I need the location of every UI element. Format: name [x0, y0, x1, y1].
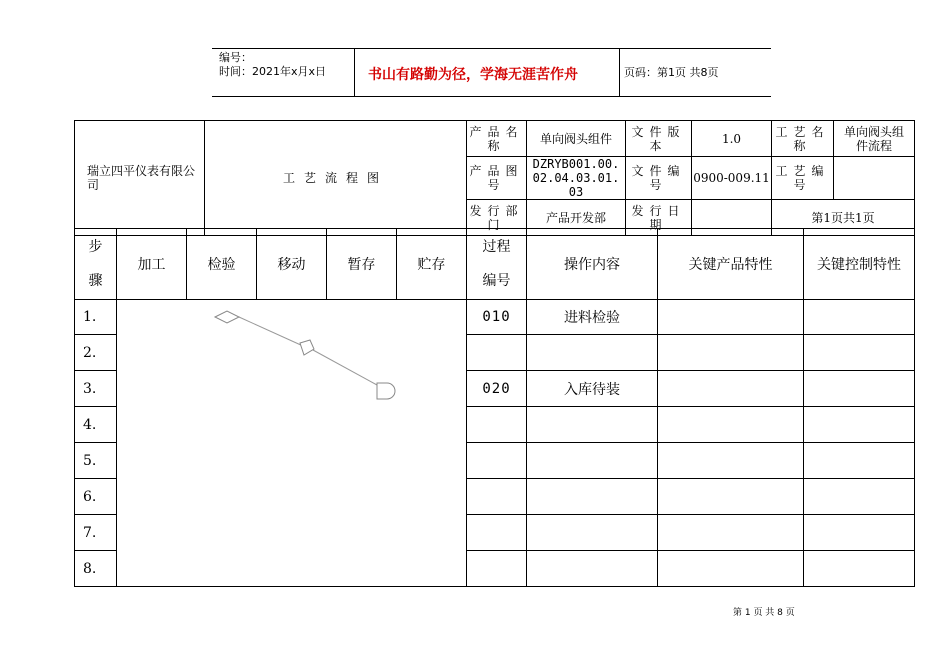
header-divider-1 — [354, 48, 355, 96]
flow-connector-2 — [313, 350, 377, 385]
process-code — [467, 407, 527, 443]
process-code — [467, 443, 527, 479]
header-top-rule — [212, 48, 771, 49]
product-char-cell — [658, 371, 804, 407]
control-char-cell — [804, 551, 915, 587]
product-char-cell — [658, 515, 804, 551]
file-version: 1.0 — [692, 121, 772, 157]
document-title: 工艺流程图 — [205, 121, 467, 236]
col-step: 步骤 — [75, 229, 117, 300]
process-code: 010 — [467, 300, 527, 335]
product-name-label: 产品名称 — [467, 121, 527, 157]
product-char-cell — [658, 443, 804, 479]
product-char-cell — [658, 300, 804, 335]
operation-text — [527, 479, 658, 515]
process-name: 单向阀头组件流程 — [834, 121, 915, 157]
process-name-label: 工艺名称 — [772, 121, 834, 157]
page-info: 第1页共1页 — [772, 200, 915, 236]
operation-text: 入库待装 — [527, 371, 658, 407]
control-char-cell — [804, 479, 915, 515]
col-op-inspect: 检验 — [187, 229, 257, 300]
product-char-cell — [658, 551, 804, 587]
issue-date-label: 发行日期 — [626, 200, 692, 236]
control-char-cell — [804, 300, 915, 335]
operation-text: 进料检验 — [527, 300, 658, 335]
dept-label: 发行部门 — [467, 200, 527, 236]
product-char-cell — [658, 407, 804, 443]
col-op-store: 贮存 — [397, 229, 467, 300]
control-char-cell — [804, 443, 915, 479]
step-number: 1. — [75, 300, 117, 335]
process-code — [467, 515, 527, 551]
product-name: 单向阀头组件 — [527, 121, 626, 157]
flow-diagram — [117, 299, 466, 585]
company-name: 瑞立四平仪表有限公司 — [75, 121, 205, 236]
step-number: 8. — [75, 551, 117, 587]
page-footer: 第 1 页 共 8 页 — [733, 608, 795, 618]
step-number: 7. — [75, 515, 117, 551]
process-code — [467, 479, 527, 515]
storage-d-icon — [377, 383, 395, 399]
operation-text — [527, 515, 658, 551]
drawing-no-label: 产品图号 — [467, 157, 527, 200]
control-char-cell — [804, 335, 915, 371]
header-divider-2 — [619, 48, 620, 96]
operation-text — [527, 443, 658, 479]
file-no-label: 文件编号 — [626, 157, 692, 200]
process-no-label: 工艺编号 — [772, 157, 834, 200]
doc-time: 时间：2021年x月x日 — [219, 65, 327, 78]
col-process-no: 过程编号 — [467, 229, 527, 300]
step-number: 2. — [75, 335, 117, 371]
step-number: 5. — [75, 443, 117, 479]
process-code — [467, 551, 527, 587]
flow-connector-1 — [239, 317, 303, 346]
step-number: 4. — [75, 407, 117, 443]
product-char-cell — [658, 479, 804, 515]
operation-text — [527, 407, 658, 443]
motto-text: 书山有路勤为径，学海无涯苦作舟 — [368, 67, 578, 83]
step-number: 6. — [75, 479, 117, 515]
step-number: 3. — [75, 371, 117, 407]
file-no: 0900-009.11 — [692, 157, 772, 200]
col-op-temp-store: 暂存 — [327, 229, 397, 300]
col-control-char: 关键控制特性 — [804, 229, 915, 300]
doc-number-label: 编号： — [219, 51, 252, 64]
col-op-process: 加工 — [117, 229, 187, 300]
process-no — [834, 157, 915, 200]
page-code: 页码：第1页 共8页 — [624, 66, 719, 79]
info-table — [74, 120, 915, 236]
issuing-dept: 产品开发部 — [527, 200, 626, 236]
col-operation: 操作内容 — [527, 229, 658, 300]
control-char-cell — [804, 515, 915, 551]
operation-text — [527, 335, 658, 371]
header-bottom-rule — [212, 96, 771, 97]
product-char-cell — [658, 335, 804, 371]
drawing-no: DZRYB001.00.02.04.03.01.03 — [527, 157, 626, 200]
control-char-cell — [804, 371, 915, 407]
process-code: 020 — [467, 371, 527, 407]
control-char-cell — [804, 407, 915, 443]
col-product-char: 关键产品特性 — [658, 229, 804, 300]
move-arrow-icon — [300, 340, 314, 355]
process-code — [467, 335, 527, 371]
inspection-diamond-icon — [215, 311, 239, 323]
col-op-move: 移动 — [257, 229, 327, 300]
operation-text — [527, 551, 658, 587]
file-version-label: 文件版本 — [626, 121, 692, 157]
